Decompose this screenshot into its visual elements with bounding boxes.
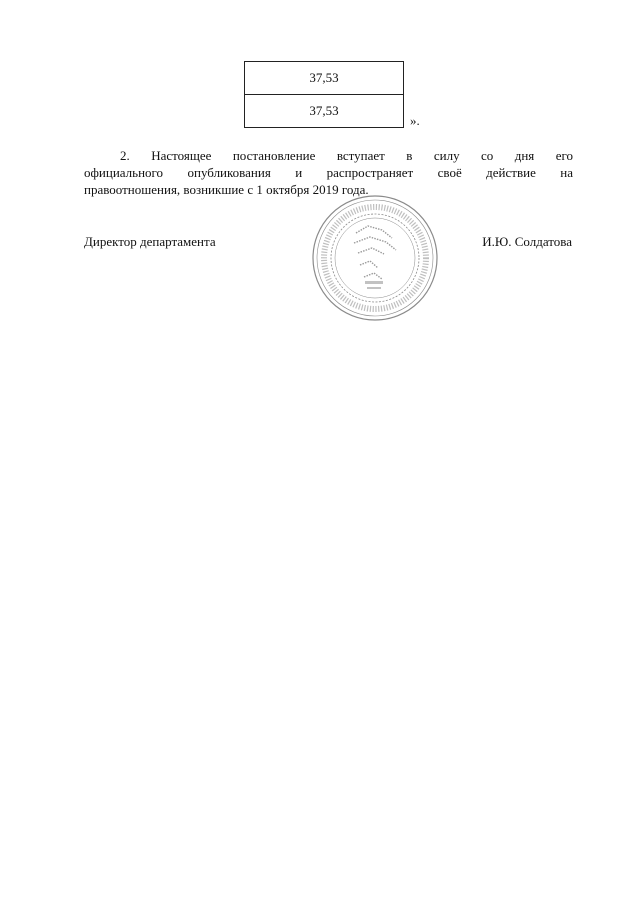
paragraph-line: 2. Настоящее постановление вступает в силу со дня его	[120, 148, 573, 163]
paragraph-line: правоотношения, возникшие с 1 октября 2019 года.	[84, 182, 369, 197]
closing-quote: ».	[410, 113, 420, 128]
signer-title: Директор департамента	[84, 234, 216, 249]
value-table	[244, 61, 404, 128]
signer-name: И.Ю. Солдатова	[482, 234, 572, 249]
table-row	[245, 95, 404, 128]
official-seal-icon	[310, 193, 440, 323]
table-row	[245, 62, 404, 95]
paragraph-line: официального опубликования и распространяет своё действие на	[84, 165, 573, 180]
paragraph-effective-date	[84, 147, 573, 198]
table-cell: 37,53	[245, 62, 404, 95]
table-cell: 37,53	[245, 95, 404, 128]
